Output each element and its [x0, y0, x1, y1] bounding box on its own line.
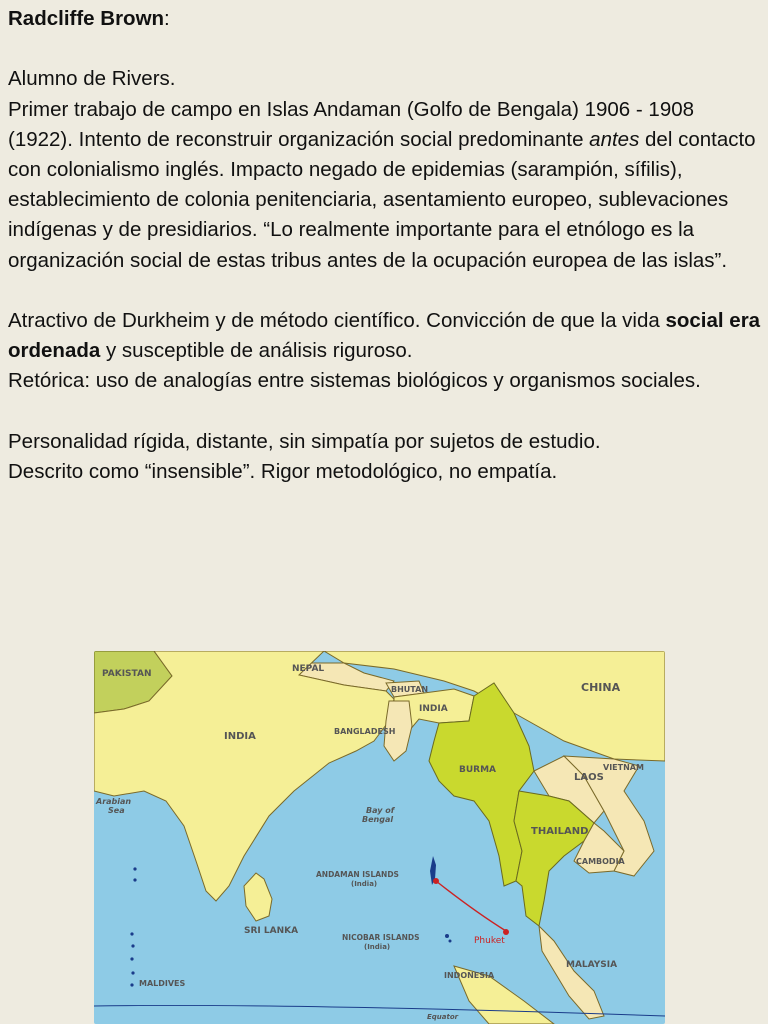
- nicobar-dot: [445, 934, 449, 938]
- maldives-dots: [130, 932, 133, 935]
- heading-name: Radcliffe Brown: [8, 7, 165, 30]
- label-malaysia: MALAYSIA: [566, 960, 618, 970]
- label-arabian-sea-2: Sea: [108, 806, 125, 815]
- label-equator: Equator: [427, 1013, 459, 1021]
- slide-text: [8, 4, 764, 487]
- label-indonesia: INDONESIA: [444, 971, 495, 980]
- label-bangladesh: BANGLADESH: [334, 727, 396, 736]
- label-burma: BURMA: [459, 765, 497, 775]
- label-andaman-sub: (India): [351, 880, 378, 888]
- para3-line1: Personalidad rígida, distante, sin simpatía por sujetos de estudio.: [8, 429, 601, 453]
- phuket-marker: [503, 929, 509, 935]
- para1-italic: antes: [589, 127, 640, 151]
- label-bay-bengal-1: Bay of: [366, 806, 395, 815]
- label-bhutan: BHUTAN: [391, 685, 429, 694]
- label-pakistan: PAKISTAN: [102, 669, 152, 679]
- label-india: INDIA: [224, 731, 256, 742]
- label-srilanka: SRI LANKA: [244, 926, 299, 936]
- label-bay-bengal-2: Bengal: [362, 815, 394, 824]
- para1-body: [8, 95, 764, 276]
- label-nicobar-sub: (India): [364, 943, 391, 951]
- para2-text-b: y susceptible de análisis riguroso.: [100, 339, 413, 363]
- map-svg: [94, 651, 665, 1024]
- label-nicobar: NICOBAR ISLANDS: [342, 933, 420, 942]
- label-china: CHINA: [581, 681, 621, 694]
- label-thailand: THAILAND: [531, 826, 589, 837]
- label-laos: LAOS: [574, 772, 604, 783]
- label-maldives: MALDIVES: [139, 979, 186, 988]
- para2-bold: social era ordenada: [8, 309, 761, 363]
- label-arabian-sea-1: Arabian: [96, 797, 132, 806]
- label-india-ne: INDIA: [419, 704, 448, 714]
- heading-colon: :: [164, 7, 170, 30]
- para1-text-a: Primer trabajo de campo en Islas Andaman (Golfo de Bengala) 1906 - 1908 (1922). Intento de reconstruir organización social predominante: [8, 97, 695, 151]
- para3-line2: Descrito como “insensible”. Rigor metodológico, no empatía.: [8, 460, 558, 483]
- label-nepal: NEPAL: [292, 664, 325, 674]
- para2-body: [8, 306, 764, 366]
- map-south-asia: [94, 651, 665, 1024]
- para1-line1: Alumno de Rivers.: [8, 67, 176, 91]
- para2-line2: Retórica: uso de analogías entre sistemas biológicos y organismos sociales.: [8, 369, 701, 393]
- para2-text-a: Atractivo de Durkheim y de método científico. Convicción de que la vida: [8, 309, 666, 332]
- para1-text-b: del contacto con colonialismo inglés. Impacto negado de epidemias (sarampión, sífilis), establecimiento de colonia penitenciaria, asentamiento europeo, sublevaciones indígenas y de presidiarios. “Lo realmente importante para el etnólogo es la organización social de estas tribus antes de la ocupación europea de las islas”.: [8, 127, 756, 272]
- label-phuket: Phuket: [474, 936, 505, 946]
- label-andaman: ANDAMAN ISLANDS: [316, 870, 399, 879]
- label-cambodia: CAMBODIA: [576, 857, 625, 866]
- slide-heading: [8, 4, 764, 34]
- route-start: [433, 878, 439, 884]
- label-vietnam: VIETNAM: [603, 763, 644, 772]
